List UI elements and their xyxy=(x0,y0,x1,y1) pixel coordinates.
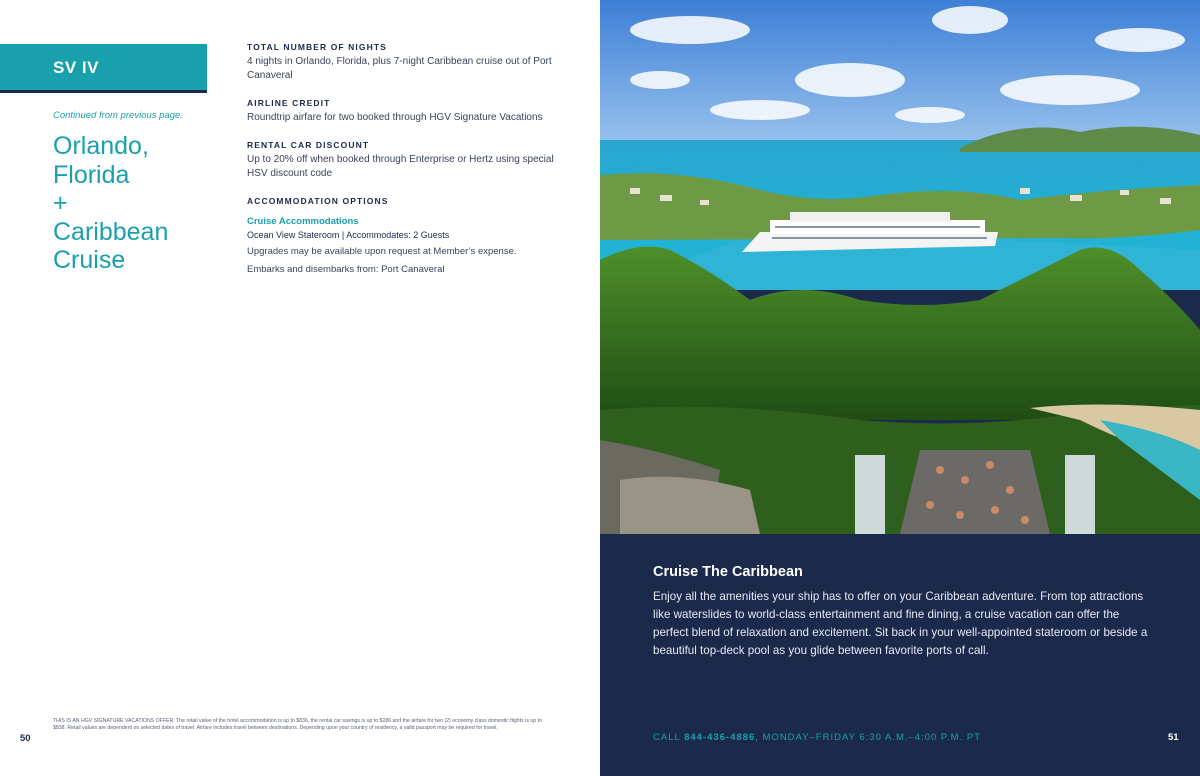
nights-heading: TOTAL NUMBER OF NIGHTS xyxy=(247,42,387,52)
upgrade-note: Upgrades may be available upon request at Member’s expense. xyxy=(247,246,517,257)
rental-section xyxy=(247,140,557,181)
sv-tier-tab xyxy=(0,44,207,93)
airline-body: Roundtrip airfare for two booked through HGV Signature Vacations xyxy=(247,112,543,123)
info-panel xyxy=(653,564,1153,660)
call-prefix: CALL xyxy=(653,732,685,743)
caribbean-photo xyxy=(600,0,1200,534)
info-body: Enjoy all the amenities your ship has to offer on your Caribbean adventure. From top attractions like waterslides to world-class entertainment and fine dining, a cruise vacation can offer the perfect blend of relaxation and excitement. Sit back in your well-appointed stateroom or beside a beautiful top-deck pool as you glide between favorite ports of call. xyxy=(653,590,1148,657)
destination-line: Florida xyxy=(53,160,130,189)
embark-note: Embarks and disembarks from: Port Canaveral xyxy=(247,264,445,275)
airline-heading: AIRLINE CREDIT xyxy=(247,98,331,108)
rental-heading: RENTAL CAR DISCOUNT xyxy=(247,140,370,150)
sv-tier-label: SV IV xyxy=(53,58,99,77)
info-title: Cruise The Caribbean xyxy=(653,564,803,580)
destination-line: + xyxy=(53,189,68,217)
accommodation-heading: ACCOMMODATION OPTIONS xyxy=(247,196,389,206)
nights-body: 4 nights in Orlando, Florida, plus 7-night Caribbean cruise out of Port Canaveral xyxy=(247,56,552,81)
airline-section xyxy=(247,98,557,125)
destination-line: Cruise xyxy=(53,246,126,274)
phone-number[interactable]: 844-436-4886 xyxy=(684,732,756,743)
waterfall-right xyxy=(1065,455,1095,534)
destination-line: Caribbean xyxy=(53,217,169,246)
right-page xyxy=(600,0,1200,776)
destination-title xyxy=(53,132,233,275)
accommodation-section xyxy=(247,196,557,276)
cruise-accommodations-title: Cruise Accommodations xyxy=(247,216,359,227)
stateroom-info: Ocean View Stateroom | Accommodates: 2 Guests xyxy=(247,230,450,240)
package-details xyxy=(247,42,557,291)
nights-section xyxy=(247,42,557,83)
rental-body: Up to 20% off when booked through Enterprise or Hertz using special HSV discount code xyxy=(247,154,554,179)
waterfall-left xyxy=(855,455,885,534)
destination-line: Orlando, xyxy=(53,132,149,160)
continued-note: Continued from previous page. xyxy=(53,110,183,121)
call-hours: , MONDAY–FRIDAY 6:30 A.M.–4:00 P.M. PT xyxy=(755,732,982,743)
caribbean-photo-illustration xyxy=(600,0,1200,534)
page-number-left: 50 xyxy=(20,733,31,744)
disclaimer: THIS IS AN HGV SIGNATURE VACATIONS OFFER. The retail value of the hotel accommodation is up to $836, the rental car savings is up to $286 and the airfare for two (2) economy class domestic flights is up to $838. Retail values are dependent on selected dates of travel. Airfare includes travel between destinations. Depending upon your country of residency, a valid passport may be required for travel. xyxy=(53,718,542,732)
call-line xyxy=(653,732,981,743)
page-number-right: 51 xyxy=(1168,732,1179,743)
